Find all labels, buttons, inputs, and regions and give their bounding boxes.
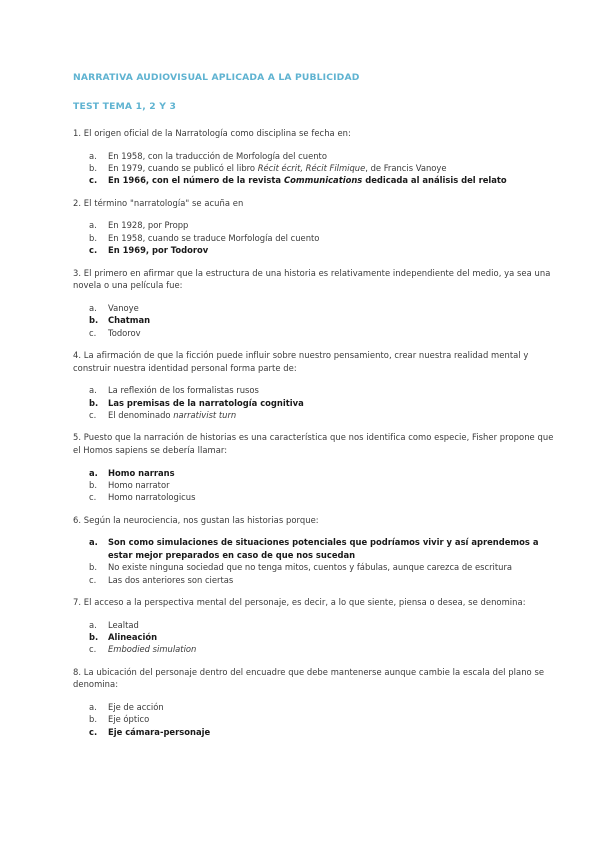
- option-marker: c.: [89, 175, 98, 186]
- option-text: [108, 302, 560, 314]
- answer-option-correct: [89, 397, 560, 409]
- option-text: [108, 619, 560, 631]
- question-6: [73, 514, 560, 586]
- option-text-part: Chatman: [108, 315, 151, 326]
- question-3: [73, 267, 560, 339]
- answer-option-correct: [89, 726, 560, 738]
- option-text: [108, 631, 560, 643]
- option-text-part: Homo narrans: [108, 467, 175, 478]
- option-marker: a.: [89, 385, 97, 396]
- answer-options: [89, 536, 560, 586]
- question-number: 3.: [73, 267, 82, 278]
- question-number: 5.: [73, 432, 82, 443]
- question-number: 8.: [73, 666, 82, 677]
- option-marker: a.: [89, 150, 97, 161]
- option-marker: c.: [89, 327, 97, 338]
- option-text-part: Vanoye: [108, 302, 139, 313]
- option-text-part: Todorov: [108, 327, 141, 338]
- answer-option: [89, 409, 560, 421]
- question-5: [73, 431, 560, 503]
- option-marker: b.: [89, 562, 97, 573]
- option-text-part: Homo narrator: [108, 480, 170, 491]
- option-text-italic: Communications: [283, 175, 363, 186]
- option-text: [108, 491, 560, 503]
- option-marker: a.: [89, 302, 97, 313]
- question-8: [73, 666, 560, 738]
- option-text: [108, 162, 560, 174]
- question-1: [73, 127, 560, 187]
- option-text: [108, 219, 560, 231]
- option-text: [108, 726, 560, 738]
- answer-options: [89, 302, 560, 339]
- answer-options: [89, 619, 560, 656]
- question-number: 7.: [73, 597, 82, 608]
- answer-option-correct: [89, 536, 560, 561]
- option-text: [108, 174, 560, 186]
- option-text-part: Alineación: [108, 632, 158, 643]
- answer-option: [89, 219, 560, 231]
- option-text-part: En 1969, por Todorov: [108, 245, 209, 256]
- answer-option: [89, 150, 560, 162]
- option-text: [108, 232, 560, 244]
- option-text-part: dedicada al análisis del relato: [362, 175, 507, 186]
- option-text-italic: Embodied simulation: [108, 644, 197, 655]
- option-text: [108, 701, 560, 713]
- question-statement: El origen oficial de la Narratología como disciplina se fecha en:: [81, 128, 351, 138]
- answer-option: [89, 232, 560, 244]
- document-subtitle: TEST TEMA 1, 2 Y 3: [73, 101, 177, 112]
- question-statement: El primero en afirmar que la estructura de una historia es relativamente independiente del medio, ya sea una novela o una película fue:: [73, 267, 551, 291]
- option-marker: b.: [89, 480, 97, 491]
- answer-option: [89, 302, 560, 314]
- option-text: [108, 150, 560, 162]
- option-text-part: Eje cámara-personaje: [108, 726, 211, 737]
- option-marker: c.: [89, 245, 98, 256]
- option-marker: b.: [89, 397, 99, 408]
- option-text: [108, 713, 560, 725]
- option-text: [108, 314, 560, 326]
- option-text-part: En 1958, con la traducción de Morfología del cuento: [108, 150, 327, 161]
- option-marker: b.: [89, 714, 97, 725]
- option-text-part: Eje de acción: [108, 702, 164, 713]
- option-text: [108, 327, 560, 339]
- answer-option: [89, 162, 560, 174]
- option-text-part: Las premisas de la narratología cognitiva: [108, 397, 304, 408]
- question-statement: La ubicación del personaje dentro del encuadre que debe mantenerse aunque cambie la escala del plano se denomina:: [73, 666, 545, 690]
- answer-option-correct: [89, 244, 560, 256]
- answer-option-correct: [89, 174, 560, 186]
- question-number: 4.: [73, 350, 82, 361]
- answer-options: [89, 467, 560, 504]
- answer-option: [89, 327, 560, 339]
- answer-option-correct: [89, 467, 560, 479]
- option-text-part: Las dos anteriores son ciertas: [108, 574, 234, 585]
- option-marker: a.: [89, 467, 98, 478]
- answer-option: [89, 491, 560, 503]
- option-marker: a.: [89, 619, 97, 630]
- option-text: [108, 536, 560, 561]
- option-text-part: En 1928, por Propp: [108, 220, 189, 231]
- option-text: [108, 643, 560, 655]
- option-text-part: En 1958, cuando se traduce Morfología del cuento: [108, 232, 320, 243]
- question-text: [73, 197, 560, 210]
- option-marker: c.: [89, 644, 97, 655]
- option-text: [108, 561, 560, 573]
- option-text-part: , de Francis Vanoye: [365, 163, 447, 173]
- question-7: [73, 596, 560, 656]
- option-marker: c.: [89, 726, 98, 737]
- question-4: [73, 349, 560, 421]
- option-marker: a.: [89, 702, 97, 713]
- option-text: [108, 244, 560, 256]
- answer-option-correct: [89, 631, 560, 643]
- option-marker: c.: [89, 492, 97, 503]
- option-text-italic: narrativist turn: [173, 410, 237, 421]
- option-text-part: La reflexión de los formalistas rusos: [108, 385, 259, 396]
- option-text: [108, 409, 560, 421]
- question-statement: El acceso a la perspectiva mental del personaje, es decir, a lo que siente, piensa o desea, se denomina:: [81, 597, 526, 608]
- question-number: 6.: [73, 514, 82, 525]
- answer-option: [89, 701, 560, 713]
- option-text-italic: Récit écrit, Récit Filmique: [257, 163, 366, 173]
- option-text-part: El denominado: [108, 410, 174, 421]
- question-statement: Según la neurociencia, nos gustan las historias porque:: [81, 514, 319, 525]
- document-title: NARRATIVA AUDIOVISUAL APLICADA A LA PUBLICIDAD: [73, 72, 360, 83]
- answer-option: [89, 574, 560, 586]
- option-text-part: No existe ninguna sociedad que no tenga mitos, cuentos y fábulas, aunque carezca de escritura: [108, 562, 513, 573]
- question-text: [73, 666, 560, 691]
- option-text-part: En 1979, cuando se publicó el libro: [108, 163, 258, 173]
- option-text: [108, 384, 560, 396]
- question-list: [73, 127, 560, 738]
- question-2: [73, 197, 560, 257]
- question-statement: Puesto que la narración de historias es una característica que nos identifica como especie, Fisher propone que el Homos sapiens se debería llamar:: [73, 432, 554, 456]
- question-text: [73, 349, 560, 374]
- option-marker: c.: [89, 574, 97, 585]
- answer-option: [89, 479, 560, 491]
- question-number: 1.: [73, 128, 82, 138]
- option-text: [108, 574, 560, 586]
- option-marker: a.: [89, 537, 98, 548]
- option-marker: b.: [89, 315, 99, 326]
- answer-options: [89, 384, 560, 421]
- answer-option-correct: [89, 314, 560, 326]
- option-text: [108, 397, 560, 409]
- question-text: [73, 431, 560, 456]
- question-text: [73, 127, 560, 140]
- option-text-part: Lealtad: [108, 619, 139, 630]
- option-text-part: En 1966, con el número de la revista: [108, 175, 284, 186]
- question-text: [73, 596, 560, 609]
- option-text: [108, 467, 560, 479]
- option-text-part: Eje óptico: [108, 714, 150, 725]
- option-marker: b.: [89, 632, 99, 643]
- option-marker: b.: [89, 163, 97, 173]
- answer-option: [89, 561, 560, 573]
- answer-options: [89, 219, 560, 256]
- option-marker: a.: [89, 220, 97, 231]
- answer-options: [89, 701, 560, 738]
- option-text-part: Homo narratologicus: [108, 492, 196, 503]
- option-marker: c.: [89, 410, 97, 421]
- option-text: [108, 479, 560, 491]
- question-number: 2.: [73, 197, 82, 208]
- option-marker: b.: [89, 232, 97, 243]
- question-text: [73, 267, 560, 292]
- question-statement: El término "narratología" se acuña en: [81, 197, 244, 208]
- answer-option: [89, 384, 560, 396]
- answer-option: [89, 619, 560, 631]
- question-statement: La afirmación de que la ficción puede influir sobre nuestro pensamiento, crear nuestra realidad mental y construir nuestra identidad personal forma parte de:: [73, 350, 529, 373]
- option-text-part: Son como simulaciones de situaciones potenciales que podríamos vivir y así aprendemos a estar mejor preparados en caso de que nos sucedan: [108, 537, 539, 560]
- question-text: [73, 514, 560, 527]
- answer-option: [89, 713, 560, 725]
- answer-option: [89, 643, 560, 655]
- answer-options: [89, 150, 560, 187]
